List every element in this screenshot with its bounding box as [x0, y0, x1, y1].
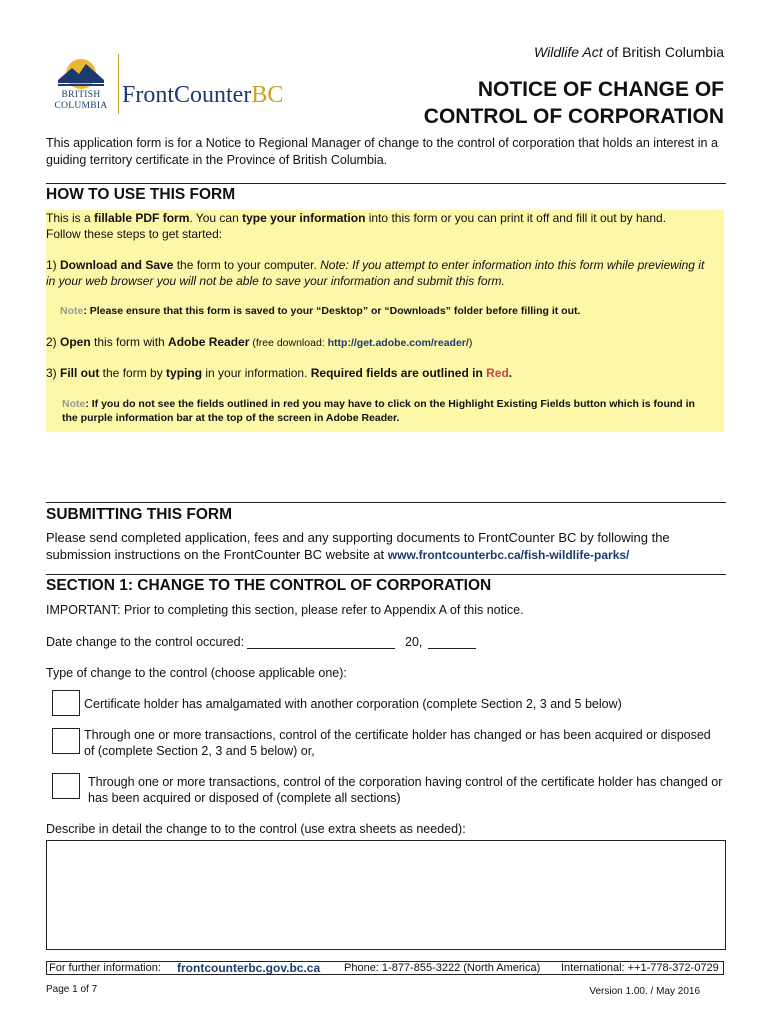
frontcounter-wordmark: FrontCounterBC	[122, 82, 284, 108]
option-certificate-holder-label: Through one or more transactions, control of the certificate holder has changed or has been acquired or disposed of (complete Section 2, 3 and 5 below) or,	[84, 728, 711, 758]
footer-website-link[interactable]: frontcounterbc.gov.bc.ca	[177, 961, 321, 975]
option-certificate-holder-checkbox[interactable]	[52, 728, 80, 754]
section1-important: IMPORTANT: Prior to completing this section, please refer to Appendix A of this notice.	[46, 603, 524, 617]
year-field[interactable]	[428, 636, 476, 649]
note-highlight-fields: Note: If you do not see the fields outlined in red you may have to click on the Highlight Existing Fields button which is found in the purple information bar at the top of the screen in Adobe Reader.	[62, 398, 695, 424]
option-amalgamated-label: Certificate holder has amalgamated with another corporation (complete Section 2, 3 and 5 below)	[84, 697, 622, 711]
instructions-panel	[46, 210, 724, 432]
divider	[46, 574, 726, 575]
instructions-line2: Follow these steps to get started:	[46, 227, 223, 241]
page-number: Page 1 of 7	[46, 984, 98, 995]
footer-phone: Phone: 1-877-855-3222 (North America)	[344, 962, 541, 974]
sun-mountain-icon	[46, 48, 116, 92]
how-to-heading: HOW TO USE THIS FORM	[46, 186, 236, 203]
footer-info-bar	[46, 961, 724, 975]
footer-info-label: For further information:	[49, 962, 161, 974]
frontcounter-website-link[interactable]: www.frontcounterbc.ca/fish-wildlife-parks/	[387, 548, 630, 562]
footer-international: International: ++1-778-372-0729	[561, 962, 719, 974]
step-3: 3) Fill out the form by typing in your information. Required fields are outlined in Red.	[46, 366, 513, 380]
describe-change-textarea[interactable]	[46, 840, 726, 950]
act-reference: Wildlife Act of British Columbia	[534, 44, 724, 60]
date-label: Date change to the control occured:	[46, 635, 245, 649]
step-1: 1) Download and Save the form to your computer. Note: If you attempt to enter information into this form while previewing it in your web browser you will not be able to save your information and submit this form.	[46, 258, 705, 288]
describe-label: Describe in detail the change to to the control (use extra sheets as needed):	[46, 822, 466, 836]
submitting-text: Please send completed application, fees and any supporting documents to FrontCounter BC by following the submission instructions on the FrontCounter BC website at www.frontcounterbc.ca/fish-wildlife-parks/	[46, 530, 670, 562]
version: Version 1.00. / May 2016	[589, 986, 700, 997]
adobe-reader-link[interactable]: http://get.adobe.com/reader/	[327, 337, 469, 349]
year-prefix: 20,	[405, 635, 423, 649]
option-controlling-corporation-checkbox[interactable]	[52, 773, 80, 799]
frontcounter-bc-logo	[46, 48, 296, 120]
instructions-line1: This is a fillable PDF form. You can type your information into this form or you can print it off and fill it out by hand.	[46, 211, 667, 225]
logo-divider	[118, 54, 119, 114]
bc-government-logo	[46, 48, 116, 120]
form-title: NOTICE OF CHANGE OF CONTROL OF CORPORATION	[423, 78, 724, 128]
step-2: 2) Open this form with Adobe Reader (free download: http://get.adobe.com/reader/)	[46, 335, 473, 349]
bc-logo-line2: COLUMBIA	[54, 101, 108, 111]
option-amalgamated-checkbox[interactable]	[52, 690, 80, 716]
note-save-location: Note: Please ensure that this form is saved to your “Desktop” or “Downloads” folder before filling it out.	[60, 305, 581, 317]
divider	[46, 502, 726, 503]
section1-heading: SECTION 1: CHANGE TO THE CONTROL OF CORPORATION	[46, 577, 492, 594]
submitting-heading: SUBMITTING THIS FORM	[46, 506, 232, 523]
option-controlling-corporation-label: Through one or more transactions, control of the corporation having control of the certificate holder has changed or has been acquired or disposed of (complete all sections)	[88, 775, 723, 805]
type-label: Type of change to the control (choose applicable one):	[46, 666, 347, 680]
intro-text: This application form is for a Notice to Regional Manager of change to the control of corporation that holds an interest in a guiding territory certificate in the Province of British Columbia.	[46, 136, 718, 167]
date-change-field[interactable]	[247, 636, 395, 649]
bc-logo-line1: BRITISH	[61, 90, 101, 100]
divider	[46, 183, 726, 184]
